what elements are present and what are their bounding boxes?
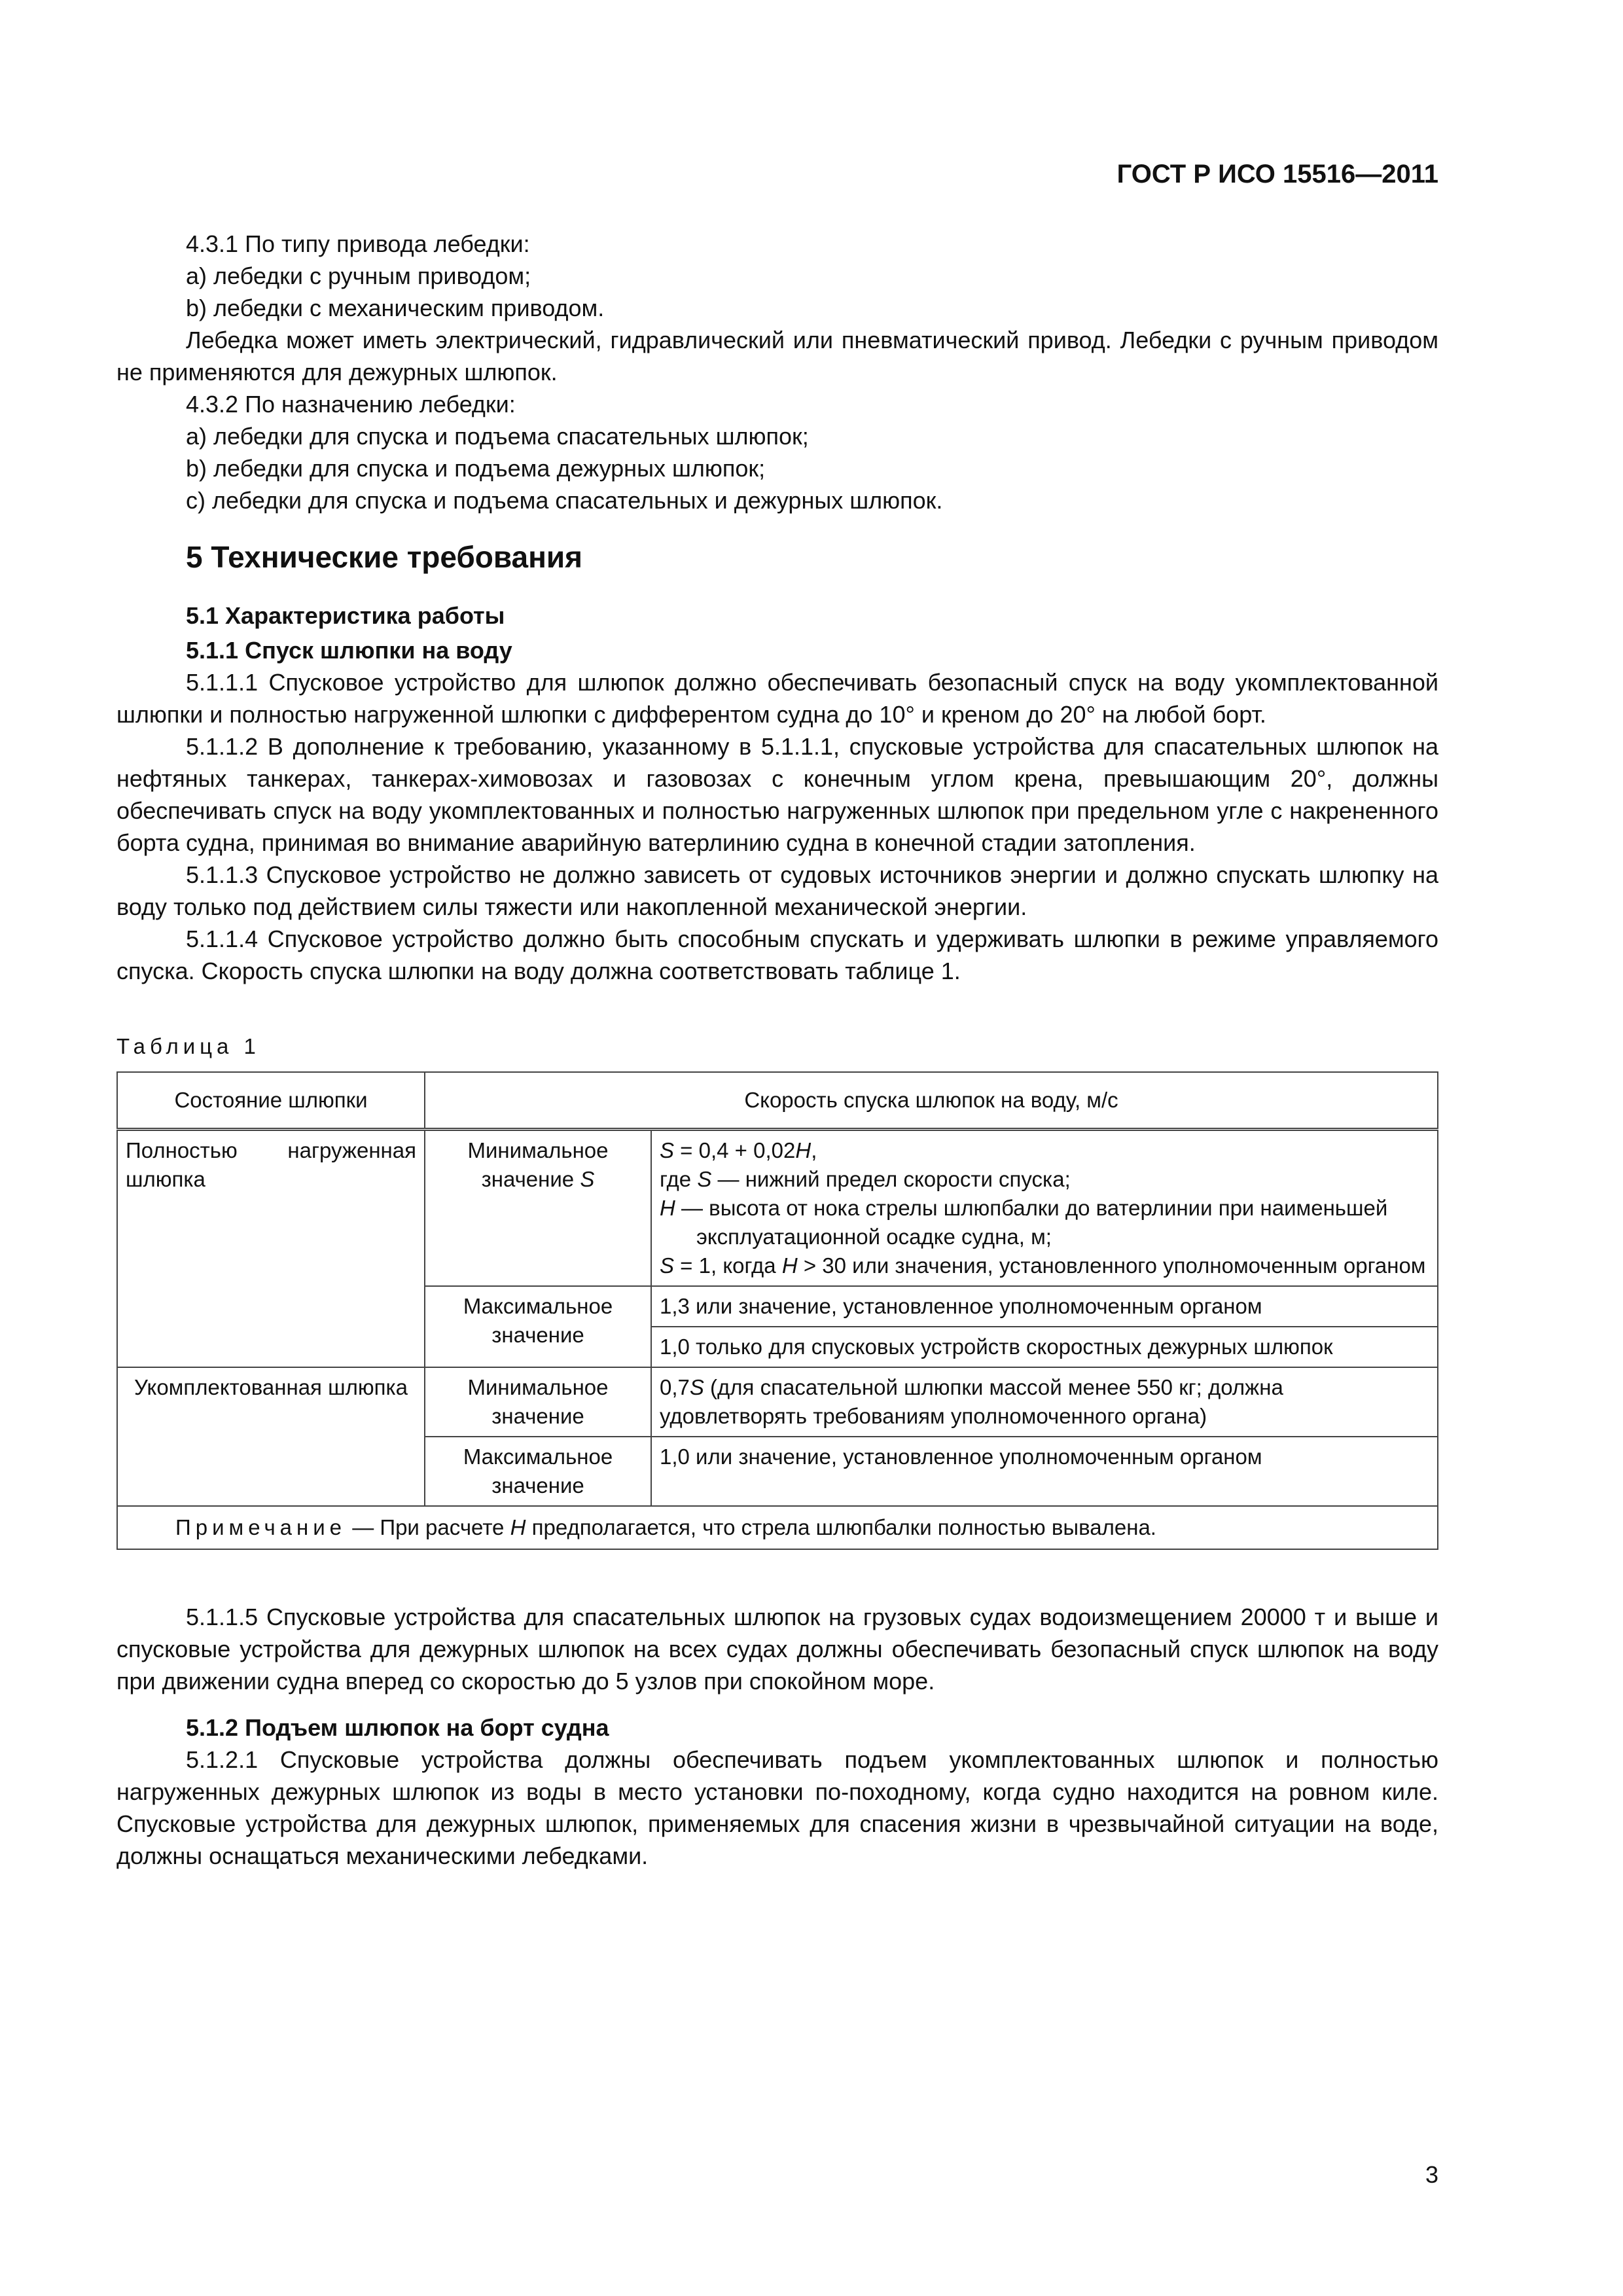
state-cell-equipped: Укомплектованная шлюпка [117,1367,425,1506]
speed-table [116,1071,1438,1550]
label-min-loaded [425,1130,651,1287]
formula-where-line: где S — нижний предел скорости спуска; [660,1167,1071,1191]
list-item: a) лебедки для спуска и подъема спасательных шлюпок; [186,423,809,450]
table-header-row [117,1072,1438,1130]
label-max-loaded: Максимальное значение [425,1286,651,1367]
subsection-heading-5-1-2: 5.1.2 Подъем шлюпок на борт судна [186,1714,609,1741]
table-row [117,1130,1438,1287]
table-row [117,1367,1438,1437]
paragraph-4-3-1: 4.3.1 По типу привода лебедки: [186,230,530,257]
table-note [117,1506,1438,1549]
formula-s-line: S = 1, когда H > 30 или значения, установленного уполномоченным органом [660,1253,1426,1278]
document-header: ГОСТ Р ИСО 15516—2011 [1116,160,1438,188]
section-heading-5: 5 Технические требования [186,540,582,574]
column-header-speed: Скорость спуска шлюпок на воду, м/с [425,1072,1438,1130]
paragraph-4-3-2: 4.3.2 По назначению лебедки: [186,391,516,418]
value-max-loaded-1: 1,3 или значение, установленное уполномоченным органом [651,1286,1438,1327]
note-text: — При расчете H предполагается, что стрела шлюпбалки полностью вывалена. [352,1515,1156,1539]
table-caption: Таблица 1 [116,1034,260,1058]
paragraph-5-1-1-4: 5.1.1.4 Спусковое устройство должно быть способным спускать и удерживать шлюпки в режиме управляемого спуска. Скорость спуска шлюпки на воду должна соответствовать таблице 1. [116,925,1438,984]
formula-line: S = 0,4 + 0,02H, [660,1138,817,1162]
paragraph-5-1-1-2: 5.1.1.2 В дополнение к требованию, указанному в 5.1.1.1, спусковые устройства для спасательных шлюпок на нефтяных танкерах, танкерах-химовозах и газовозах с конечным углом крена, превышающим 20°, должны обеспечивать спуск на воду укомплектованных и полностью нагруженных шлюпок при предельном угле с накрененного борта судна, принимая во внимание аварийную ватерлинию судна в конечной стадии затопления. [116,733,1438,856]
list-item: b) лебедки с механическим приводом. [186,295,605,321]
min-label-text: Минимальное значение S [467,1138,609,1191]
paragraph-5-1-1-1: 5.1.1.1 Спусковое устройство для шлюпок должно обеспечивать безопасный спуск на воду укомплектованной шлюпки и полностью нагруженной шлюпки с дифферентом судна до 10° и креном до 20° на любой борт. [116,669,1438,728]
table-note-row [117,1506,1438,1549]
subsection-heading-5-1: 5.1 Характеристика работы [186,602,505,629]
document-body [116,228,1438,1872]
note-label: Примечание [175,1515,347,1539]
column-header-state: Состояние шлюпки [117,1072,425,1130]
value-max-equipped: 1,0 или значение, установленное уполномоченным органом [651,1437,1438,1506]
paragraph-5-1-2-1: 5.1.2.1 Спусковые устройства должны обеспечивать подъем укомплектованных шлюпок и полностью нагруженных дежурных шлюпок из воды в место установки по-походному, когда судно находится на ровном киле. Спусковые устройства для дежурных шлюпок, применяемых для спасения жизни в чрезвычайной ситуации на воде, должны оснащаться механическими лебедками. [116,1746,1438,1869]
label-min-equipped: Минимальное значение [425,1367,651,1437]
paragraph-5-1-1-3: 5.1.1.3 Спусковое устройство не должно зависеть от судовых источников энергии и должно спускать шлюпку на воду только под действием силы тяжести или накопленной механической энергии. [116,861,1438,920]
list-item: c) лебедки для спуска и подъема спасательных и дежурных шлюпок. [186,487,943,514]
label-max-equipped: Максимальное значение [425,1437,651,1506]
list-item: a) лебедки с ручным приводом; [186,262,531,289]
paragraph-5-1-1-5: 5.1.1.5 Спусковые устройства для спасательных шлюпок на грузовых судах водоизмещением 20000 т и выше и спусковые устройства для дежурных шлюпок на всех судах должны обеспечивать безопасный спуск шлюпок на воду при движении судна вперед со скоростью до 5 узлов при спокойном море. [116,1604,1438,1695]
value-max-loaded-2: 1,0 только для спусковых устройств скоростных дежурных шлюпок [651,1327,1438,1367]
value-min-loaded [651,1130,1438,1287]
value-min-equipped: 0,7S (для спасательной шлюпки массой менее 550 кг; должна удовлетворять требованиям уполномоченного органа) [651,1367,1438,1437]
paragraph: Лебедка может иметь электрический, гидравлический или пневматический привод. Лебедки с ручным приводом не применяются для дежурных шлюпок. [116,327,1438,386]
formula-h-line: H — высота от нока стрелы шлюпбалки до ватерлинии при наименьшей эксплуатационной осадке судна, м; [660,1196,1388,1249]
list-item: b) лебедки для спуска и подъема дежурных шлюпок; [186,455,766,482]
page-number: 3 [1425,2161,1438,2188]
state-cell-loaded: Полностью нагруженная шлюпка [117,1130,425,1368]
subsection-heading-5-1-1: 5.1.1 Спуск шлюпки на воду [186,637,512,664]
